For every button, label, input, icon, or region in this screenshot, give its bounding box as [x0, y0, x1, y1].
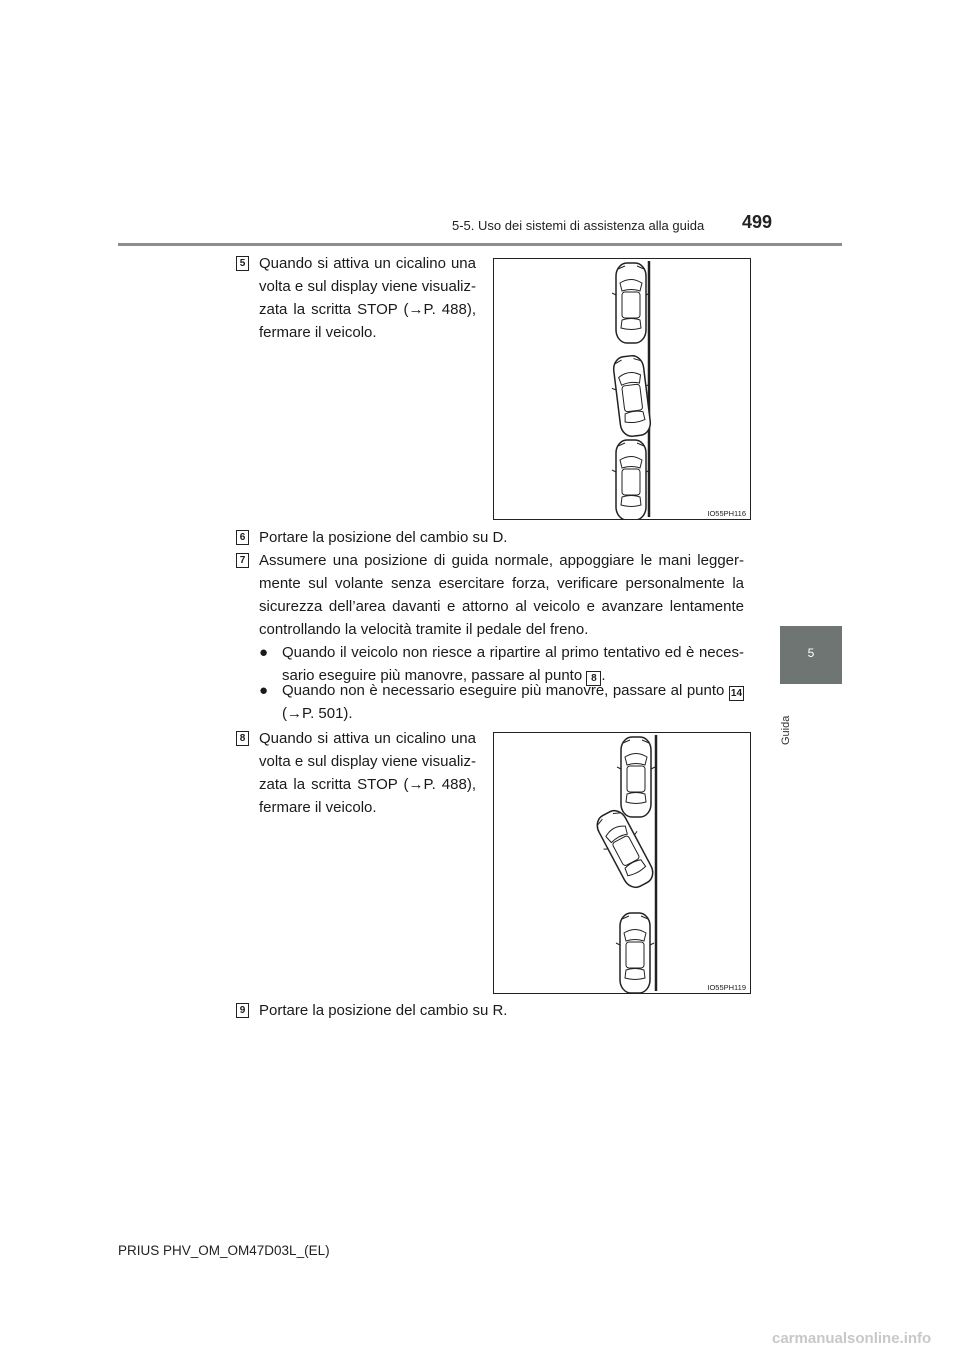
parking-figure-1	[493, 258, 751, 520]
bullet-suffix: (→P. 501).	[282, 705, 353, 722]
page-number: 499	[742, 212, 773, 232]
chapter-label: Guida	[780, 715, 792, 745]
step-number-8: 8	[236, 731, 249, 746]
section-title: 5-5. Uso dei sistemi di assistenza alla guida	[452, 218, 705, 233]
step-number-6: 6	[236, 530, 249, 545]
parked-car-front	[612, 263, 650, 343]
step-8-text: Quando si attiva un cicalino una volta e sul display viene visualiz-zata la scritta STOP (→P. 488), fermare il veicolo.	[259, 730, 476, 816]
chapter-tab	[780, 626, 842, 684]
watermark: carmanualsonline.info	[772, 1330, 932, 1347]
step-number-7: 7	[236, 553, 249, 568]
parking-figure-2	[493, 732, 751, 994]
step-5-text: Quando si attiva un cicalino una volta e sul display viene visualiz-zata la scritta STOP (→P. 488), fermare il veicolo.	[259, 255, 476, 341]
step-7-text: Assumere una posizione di guida normale, appoggiare le mani legger-mente sul volante senza esercitare forza, verificare personalmente la sicurezza dell’area davanti e attorno al veicolo e avanzare lentamente controllando la velocità tramite il pedale del freno.	[259, 552, 744, 638]
parking-diagram-1	[494, 259, 750, 519]
bullet-icon: ●	[259, 682, 269, 699]
bullet-text: Quando il veicolo non riesce a ripartire al primo tentativo ed è neces-sario eseguire più manovre, passare al punto	[282, 644, 744, 684]
parked-car-rear	[616, 913, 654, 993]
step-9-text: Portare la posizione del cambio su R.	[259, 1002, 508, 1019]
step-number-5: 5	[236, 256, 249, 271]
bullet-item-2	[259, 679, 744, 727]
step-number-9: 9	[236, 1003, 249, 1018]
figure-code: IO55PH116	[707, 509, 746, 518]
bullet-icon: ●	[259, 644, 269, 661]
step-reference: 14	[730, 688, 743, 699]
figure-code: IO55PH119	[707, 983, 746, 992]
own-car	[589, 805, 660, 893]
chapter-number: 5	[807, 646, 815, 660]
bullet-text: Quando non è necessario eseguire più manovre, passare al punto	[282, 682, 725, 699]
parking-diagram-2	[494, 733, 750, 993]
document-id: PRIUS PHV_OM_OM47D03L_(EL)	[118, 1243, 330, 1258]
header-rule	[118, 243, 842, 246]
parked-car-rear	[612, 440, 650, 519]
step-reference: 8	[586, 671, 601, 686]
bullet-suffix: .	[601, 667, 606, 684]
step-6-text: Portare la posizione del cambio su D.	[259, 529, 508, 546]
parked-car-front	[617, 737, 655, 817]
